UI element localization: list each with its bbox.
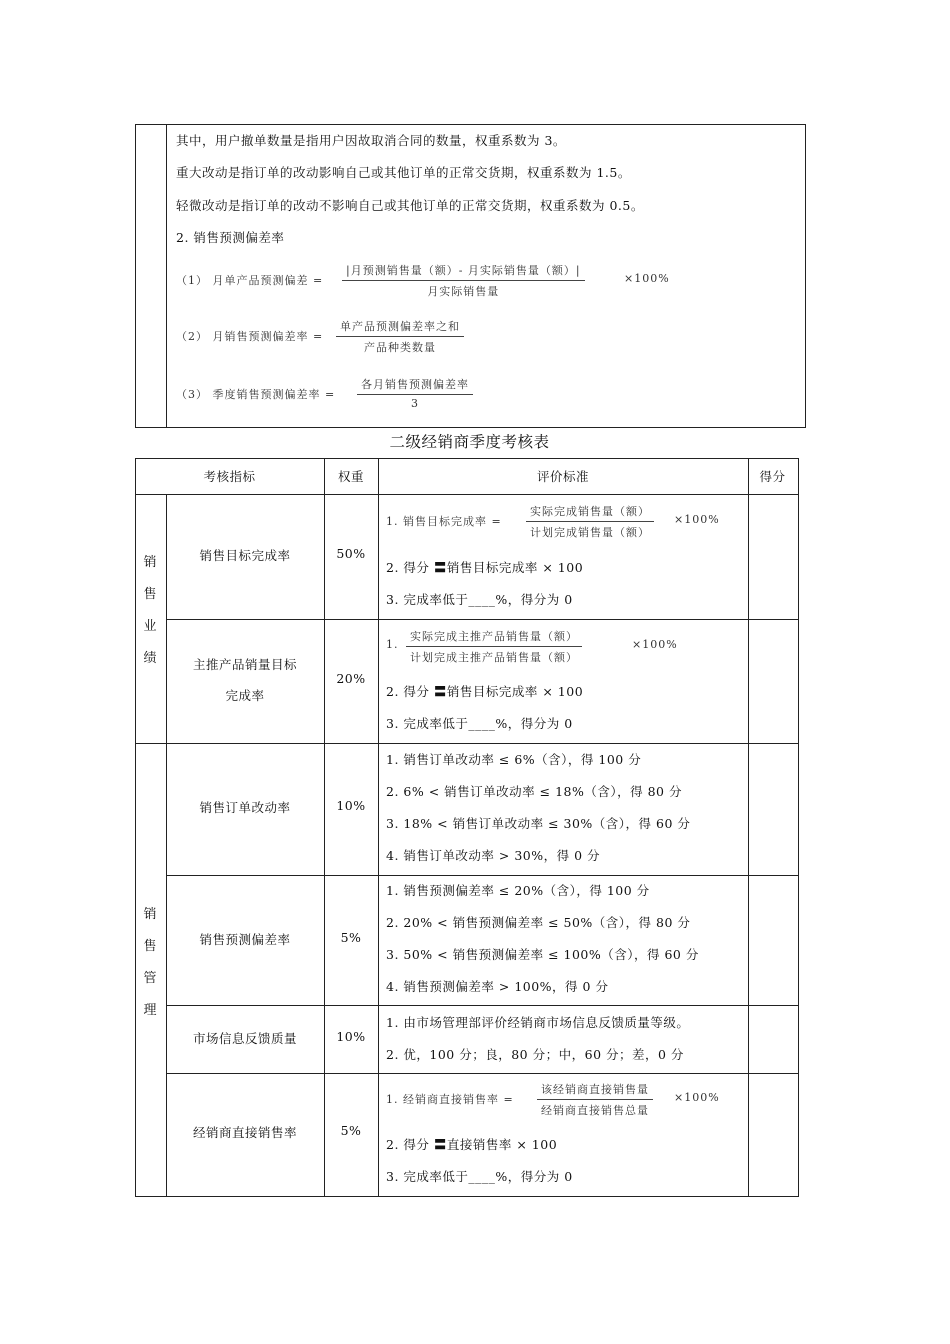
formula1-numerator: |月预测销售量（额）- 月实际销售量（额）| xyxy=(342,262,585,281)
section-heading-forecast: 2. 销售预测偏差率 xyxy=(176,230,285,245)
row5-item: 1. 由市场管理部评价经销商市场信息反馈质量等级。 xyxy=(386,1015,690,1030)
top-section-divider xyxy=(166,124,167,427)
formula2-fraction xyxy=(336,318,464,355)
row2-formula-fraction xyxy=(406,628,582,665)
group-char: 理 xyxy=(143,1003,157,1018)
formula3-fraction xyxy=(350,376,480,410)
header-weight: 权重 xyxy=(337,469,364,484)
row3-item: 1. 销售订单改动率 ≤ 6%（含），得 100 分 xyxy=(386,752,642,767)
row1-item: 3. 完成率低于____%，得分为 0 xyxy=(386,592,573,607)
row1-formula-denominator: 计划完成销售量（额） xyxy=(530,526,650,539)
row3-item: 4. 销售订单改动率 > 30%，得 0 分 xyxy=(386,848,601,863)
row1-indicator: 销售目标完成率 xyxy=(199,548,291,563)
text-line-3: 轻微改动是指订单的改动不影响自己或其他订单的正常交货期，权重系数为 0.5。 xyxy=(176,198,644,213)
row2-item: 3. 完成率低于____%，得分为 0 xyxy=(386,716,573,731)
col-line-criteria xyxy=(378,458,379,1196)
row1-item: 2. 得分 〓销售目标完成率 × 100 xyxy=(386,560,584,575)
row1-formula-prefix: 1. 销售目标完成率 = xyxy=(386,515,502,528)
header-criteria: 评价标准 xyxy=(536,469,589,484)
row2-item: 2. 得分 〓销售目标完成率 × 100 xyxy=(386,684,584,699)
row1-formula-numerator: 实际完成销售量（额） xyxy=(526,503,654,522)
row4-item: 3. 50% < 销售预测偏差率 ≤ 100%（含），得 60 分 xyxy=(386,947,699,962)
group-char: 业 xyxy=(143,619,157,634)
formula2-denominator: 产品种类数量 xyxy=(364,341,436,354)
formula1-denominator: 月实际销售量 xyxy=(427,285,500,298)
row2-weight: 20% xyxy=(336,671,366,686)
row5-weight: 10% xyxy=(336,1029,366,1044)
table-title: 二级经销商季度考核表 xyxy=(389,433,550,451)
row6-weight: 5% xyxy=(340,1123,362,1138)
row6-formula-numerator: 该经销商直接销售量 xyxy=(537,1081,653,1100)
row6-item: 2. 得分 〓直接销售率 × 100 xyxy=(386,1137,558,1152)
formula1-fraction xyxy=(342,262,585,299)
formula3-numerator: 各月销售预测偏差率 xyxy=(357,376,473,395)
row6-formula-prefix: 1. 经销商直接销售率 = xyxy=(386,1093,514,1106)
formula1-suffix: ×100% xyxy=(624,272,670,285)
row2-indicator-line2: 完成率 xyxy=(225,688,265,703)
row1-formula-suffix: ×100% xyxy=(674,513,720,526)
group-char: 销 xyxy=(143,907,157,922)
row-divider-4 xyxy=(166,1005,798,1006)
formula3-prefix: （3） 季度销售预测偏差率 = xyxy=(176,388,336,401)
row5-indicator: 市场信息反馈质量 xyxy=(192,1031,297,1046)
row6-formula-suffix: ×100% xyxy=(674,1091,720,1104)
row1-weight: 50% xyxy=(336,546,366,561)
group-char: 售 xyxy=(143,939,157,954)
formula3-denominator: 3 xyxy=(411,397,419,410)
row1-formula-fraction xyxy=(526,503,654,540)
row4-indicator: 销售预测偏差率 xyxy=(199,932,291,947)
group-char: 管 xyxy=(143,971,157,986)
row-divider-1 xyxy=(166,619,798,620)
group-char: 绩 xyxy=(143,651,157,666)
row2-formula-prefix: 1. xyxy=(386,638,399,651)
row3-item: 2. 6% < 销售订单改动率 ≤ 18%（含），得 80 分 xyxy=(386,784,682,799)
group-label-sales-management xyxy=(140,899,160,1027)
row3-item: 3. 18% < 销售订单改动率 ≤ 30%（含），得 60 分 xyxy=(386,816,691,831)
row3-weight: 10% xyxy=(336,798,366,813)
header-indicator: 考核指标 xyxy=(203,469,256,484)
formula2-numerator: 单产品预测偏差率之和 xyxy=(336,318,464,337)
text-line-2: 重大改动是指订单的改动影响自己或其他订单的正常交货期，权重系数为 1.5。 xyxy=(176,165,631,180)
group-label-sales-performance xyxy=(140,547,160,675)
header-divider xyxy=(135,494,798,495)
row4-weight: 5% xyxy=(340,930,362,945)
group-char: 售 xyxy=(143,587,157,602)
header-score: 得分 xyxy=(759,469,786,484)
col-line-score xyxy=(748,458,749,1196)
row4-item: 2. 20% < 销售预测偏差率 ≤ 50%（含），得 80 分 xyxy=(386,915,691,930)
row6-item: 3. 完成率低于____%，得分为 0 xyxy=(386,1169,573,1184)
col-line-weight xyxy=(324,458,325,1196)
formula2-prefix: （2） 月销售预测偏差率 = xyxy=(176,330,324,343)
group-divider xyxy=(135,743,798,744)
row4-item: 1. 销售预测偏差率 ≤ 20%（含），得 100 分 xyxy=(386,883,650,898)
row6-formula-fraction xyxy=(537,1081,653,1118)
row2-indicator-line1: 主推产品销量目标 xyxy=(192,657,297,672)
row-divider-3 xyxy=(166,875,798,876)
row3-indicator: 销售订单改动率 xyxy=(199,800,291,815)
row6-formula-denominator: 经销商直接销售总量 xyxy=(541,1104,649,1117)
col-line-indicator-left xyxy=(166,494,167,1196)
text-line-1: 其中，用户撤单数量是指用户因故取消合同的数量，权重系数为 3。 xyxy=(176,133,566,148)
formula1-prefix: （1） 月单产品预测偏差 = xyxy=(176,274,324,287)
row4-item: 4. 销售预测偏差率 > 100%，得 0 分 xyxy=(386,979,609,994)
group-char: 销 xyxy=(143,555,157,570)
row-divider-5 xyxy=(166,1073,798,1074)
row2-formula-numerator: 实际完成主推产品销售量（额） xyxy=(406,628,582,647)
row5-item: 2. 优，100 分；良，80 分；中，60 分；差，0 分 xyxy=(386,1047,684,1062)
row6-indicator: 经销商直接销售率 xyxy=(192,1125,297,1140)
row2-formula-suffix: ×100% xyxy=(632,638,678,651)
row2-formula-denominator: 计划完成主推产品销售量（额） xyxy=(410,651,578,664)
